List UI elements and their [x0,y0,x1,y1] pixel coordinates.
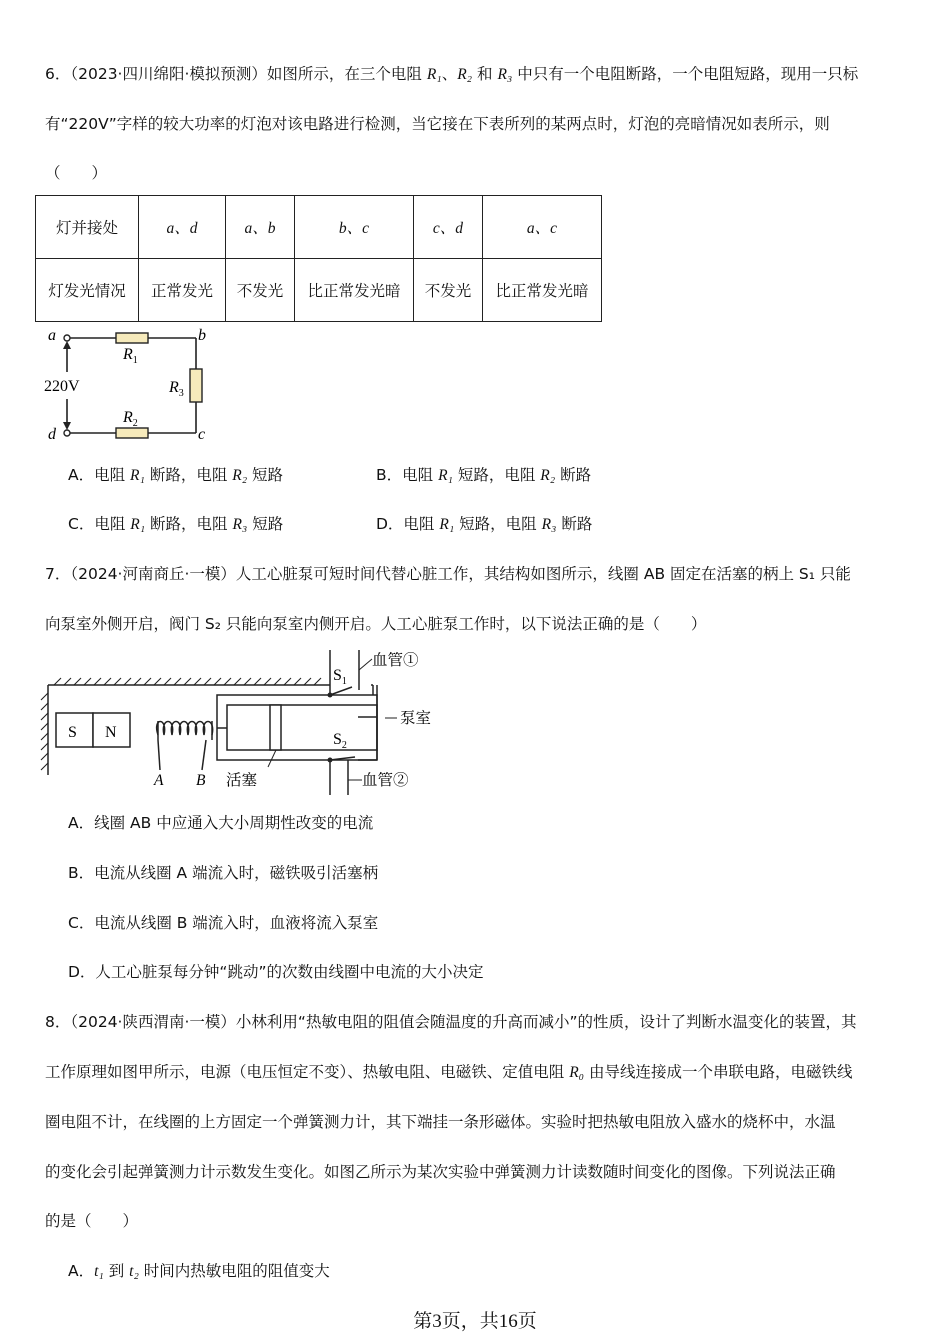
q6-table-cell: a、d [139,196,226,259]
terminal-d [64,430,70,436]
q6-table-cell: a、c [483,196,602,259]
label-r3: $R_3$ [169,379,184,399]
q6-table-cell: 正常发光 [139,259,226,322]
q7-option-b[interactable]: B．电流从线圈 A 端流入时，磁铁吸引活塞柄 [68,864,379,882]
q6-table-cell: 不发光 [414,259,483,322]
q6-var-r3: R₃ [497,66,513,83]
q6-option-c[interactable]: C．电阻 R₁ 断路，电阻 R₃ 短路 [68,515,284,533]
q6-table-cell: 不发光 [226,259,295,322]
q6-table-data-row [36,259,602,322]
q6-line1-sep2: 和 [472,65,498,83]
q6-option-d[interactable]: D．电阻 R₁ 短路，电阻 R₃ 断路 [376,515,593,533]
label-b: b [198,327,206,344]
q7-option-a[interactable]: A．线圈 AB 中应通入大小周期性改变的电流 [68,814,374,832]
q6-table-cell: b、c [295,196,414,259]
q8-option-a[interactable]: A．t₁ 到 t₂ 时间内热敏电阻的阻值变大 [68,1262,330,1280]
q6-stem-line3: （ ） [45,164,108,182]
q6-table-cell: 比正常发光暗 [295,259,414,322]
arrow-down-icon [63,422,71,430]
arrow-up-icon [63,341,71,349]
q7-stem-line2: 向泵室外侧开启，阀门 S₂ 只能向泵室内侧开启。人工心脏泵工作时，以下说法正确的是（ ） [45,615,707,633]
q8-stem-line4: 的变化会引起弹簧测力计示数发生变化。如图乙所示为某次实验中弹簧测力计读数随时间变化的图像。下列说法正确 [45,1163,836,1181]
q6-var-r2: R₂ [457,66,473,83]
q6-table-cell: 灯发光情况 [36,259,139,322]
label-d: d [48,426,56,443]
q6-line1-suffix: 中只有一个电阻断路，一个电阻短路，现用一只标 [512,65,859,83]
coil [157,721,213,770]
label-s1: $S_1$ [333,667,347,687]
q8-stem-line3: 圈电阻不计，在线圈的上方固定一个弹簧测力计，其下端挂一条形磁体。实验时把热敏电阻放入盛水的烧杯中，水温 [45,1113,836,1131]
q6-circuit-figure [36,322,226,447]
voltage-label: 220V [44,378,80,395]
label-r1: $R_1$ [123,346,138,366]
q6-table-header-row [36,196,602,259]
q6-stem-line2: 有“220V”字样的较大功率的灯泡对该电路进行检测，当它接在下表所列的某两点时，灯泡的亮暗情况如表所示，则 [45,115,830,133]
q7-option-c[interactable]: C．电流从线圈 B 端流入时，血液将流入泵室 [68,914,379,932]
q6-table-cell: 灯并接处 [36,196,139,259]
q6-line1-prefix: 6．（2023·四川绵阳·模拟预测）如图所示，在三个电阻 [45,65,427,83]
label-piston: 活塞 [226,772,258,789]
q6-option-b[interactable]: B．电阻 R₁ 短路，电阻 R₂ 断路 [376,466,592,484]
terminal-a [64,335,70,341]
q6-option-a[interactable]: A．电阻 R₁ 断路，电阻 R₂ 短路 [68,466,284,484]
q7-heart-pump-figure [40,645,445,795]
valve-s1 [330,687,352,695]
label-r2: $R_2$ [123,409,138,429]
q6-var-r1: R₁ [426,66,442,83]
q7-stem-line1: 7．（2024·河南商丘·一模）人工心脏泵可短时间代替心脏工作，其结构如图所示，线圈 AB 固定在活塞的柄上 S₁ 只能 [45,565,851,583]
label-a: a [48,327,56,344]
resistor-r3 [190,369,202,402]
resistor-r2 [116,428,148,438]
q8-stem-line5: 的是（ ） [45,1212,139,1230]
q6-table-cell: a、b [226,196,295,259]
q6-table-cell: 比正常发光暗 [483,259,602,322]
q8-stem-line2: 工作原理如图甲所示，电源（电压恒定不变）、热敏电阻、电磁铁、定值电阻 R₀ 由导线连接成一个串联电路，电磁铁线 [45,1063,853,1081]
label-vessel1: 血管① [372,652,419,669]
q8-var-r0: R₀ [569,1064,585,1081]
label-coil-a: A [154,772,164,789]
label-s2: $S_2$ [333,731,347,751]
page-footer: 第3页，共16页 [413,1311,537,1332]
label-vessel2: 血管② [362,772,409,789]
q7-option-d[interactable]: D．人工心脏泵每分钟“跳动”的次数由线圈中电流的大小决定 [68,963,484,981]
resistor-r1 [116,333,148,343]
magnet-s-label: S [68,724,77,741]
q6-stem-line1 [45,62,858,84]
q8-stem-line1: 8．（2024·陕西渭南·一模）小林利用“热敏电阻的阻值会随温度的升高而减小”的性质，设计了判断水温变化的装置，其 [45,1013,857,1031]
magnet-n-label: N [105,724,117,741]
vessel1-leader [359,659,372,670]
piston-leader [268,750,276,767]
q6-table-cell: c、d [414,196,483,259]
label-c: c [198,426,206,443]
label-chamber: 泵室 [400,710,432,727]
q6-line1-sep1: 、 [441,65,458,83]
label-coil-b: B [196,772,206,789]
q6-table [35,195,602,322]
